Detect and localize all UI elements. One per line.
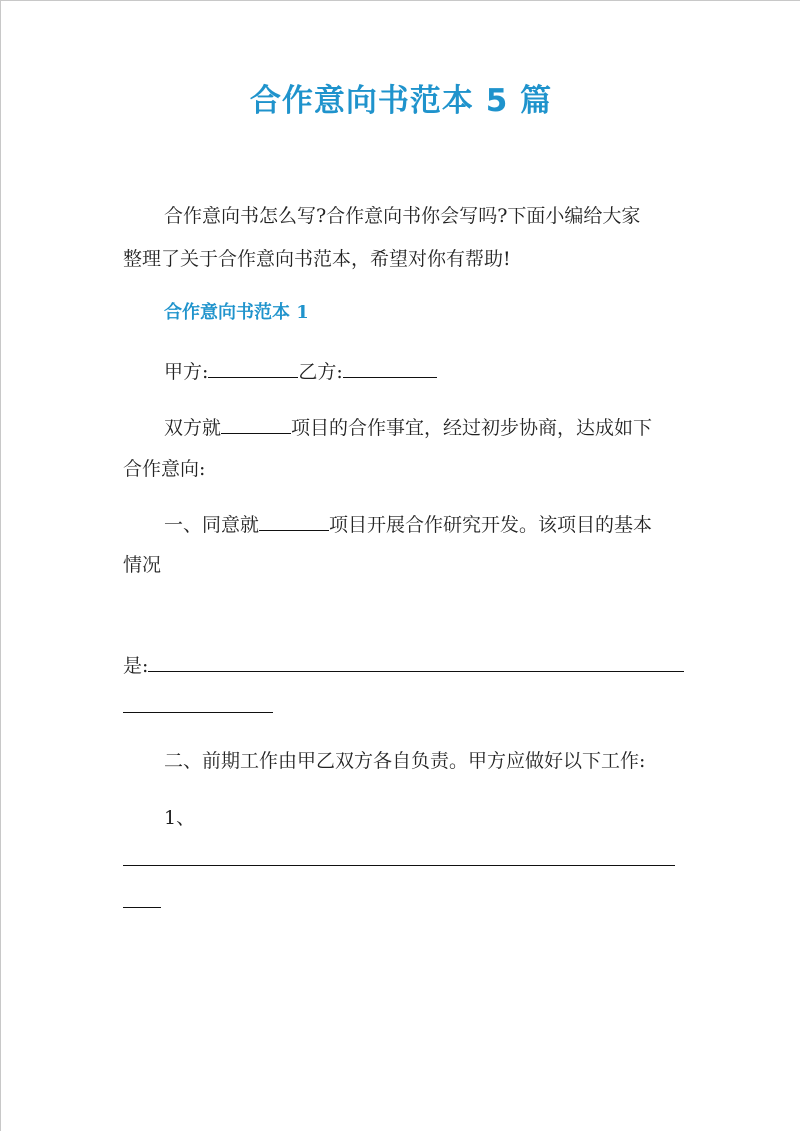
section-1-heading: 合作意向书范本 1 bbox=[164, 302, 309, 323]
item-1-label: 是: bbox=[123, 655, 149, 677]
party-b-blank bbox=[343, 358, 437, 378]
item-2-sub-1: 1、 bbox=[164, 807, 196, 829]
paragraph-1-line-2: 合作意向: bbox=[123, 458, 206, 480]
item-2-line: 二、前期工作由甲乙双方各自负责。甲方应做好以下工作: bbox=[164, 750, 646, 772]
basic-info-blank bbox=[148, 652, 684, 672]
item-1-line-1 bbox=[164, 511, 652, 537]
project-blank-1 bbox=[221, 414, 291, 434]
item-1-line-3 bbox=[123, 652, 684, 678]
parties-line bbox=[164, 358, 437, 384]
work-item-1-blank bbox=[123, 865, 675, 866]
basic-info-blank-continued bbox=[123, 712, 273, 713]
project-blank-2 bbox=[259, 511, 329, 531]
party-b-label: 乙方: bbox=[298, 361, 343, 383]
work-item-1-blank-continued bbox=[123, 907, 161, 908]
paragraph-1-line-1 bbox=[164, 414, 652, 440]
party-a-blank bbox=[208, 358, 298, 378]
item-1-line-2: 情况 bbox=[123, 554, 162, 576]
paragraph-1-prefix: 双方就 bbox=[164, 417, 222, 439]
party-a-label: 甲方: bbox=[164, 361, 209, 383]
intro-line-1: 合作意向书怎么写?合作意向书你会写吗?下面小编给大家 bbox=[164, 205, 641, 227]
document-title: 合作意向书范本 5 篇 bbox=[249, 83, 553, 119]
paragraph-1-suffix: 项目的合作事宜，经过初步协商，达成如下 bbox=[291, 417, 653, 439]
intro-line-2: 整理了关于合作意向书范本，希望对你有帮助! bbox=[123, 248, 511, 270]
item-1-suffix: 项目开展合作研究开发。该项目的基本 bbox=[329, 514, 653, 536]
item-1-prefix: 一、同意就 bbox=[164, 514, 260, 536]
